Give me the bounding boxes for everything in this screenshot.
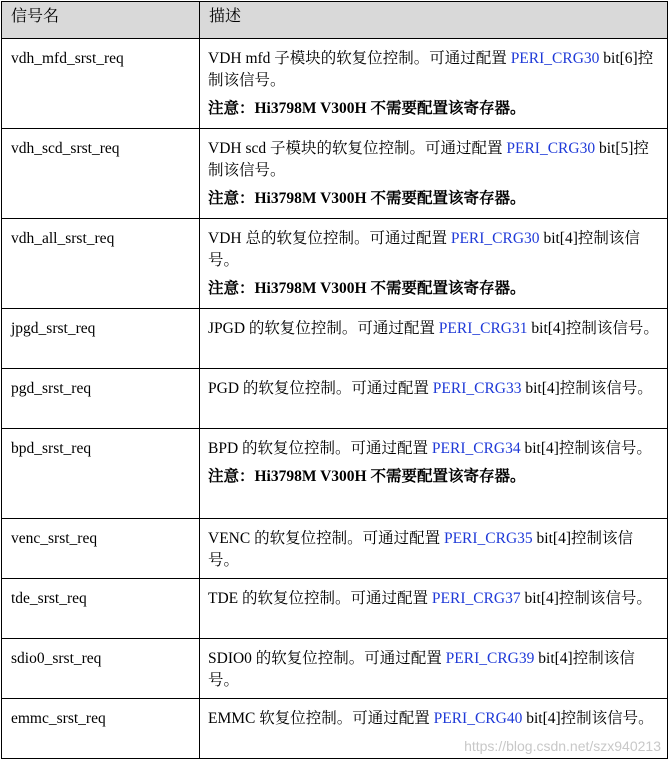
note-text: 注意：Hi3798M V300H 不需要配置该寄存器。 (208, 280, 526, 297)
signal-name-cell: venc_srst_req (2, 519, 200, 579)
description-text (208, 318, 661, 340)
register-link[interactable]: PERI_CRG30 (506, 140, 596, 157)
table-row (2, 309, 668, 369)
watermark: https://blog.csdn.net/szx940213 (464, 738, 661, 754)
description-text (208, 48, 661, 92)
description-suffix: bit[6]控制该信号。 (208, 50, 654, 89)
description-suffix: bit[4]控制该信号。 (521, 380, 653, 397)
signal-name-cell: vdh_all_srst_req (2, 219, 200, 309)
signal-name-cell: tde_srst_req (2, 579, 200, 639)
signal-name-cell: pgd_srst_req (2, 369, 200, 429)
description-prefix: EMMC 软复位控制。可通过配置 (208, 710, 434, 727)
table-row (2, 39, 668, 129)
table-row (2, 639, 668, 699)
description-text (208, 648, 661, 692)
description-prefix: PGD 的软复位控制。可通过配置 (208, 380, 433, 397)
table-body (2, 39, 668, 759)
register-link[interactable]: PERI_CRG33 (432, 380, 522, 397)
description-text (208, 138, 661, 182)
description-prefix: SDIO0 的软复位控制。可通过配置 (208, 650, 446, 667)
description-cell (200, 429, 668, 519)
description-prefix: BPD 的软复位控制。可通过配置 (208, 440, 432, 457)
note-text: 注意：Hi3798M V300H 不需要配置该寄存器。 (208, 100, 526, 117)
register-link[interactable]: PERI_CRG35 (443, 530, 533, 547)
description-suffix: bit[4]控制该信号。 (208, 650, 635, 689)
description-cell (200, 519, 668, 579)
note-text: 注意：Hi3798M V300H 不需要配置该寄存器。 (208, 468, 526, 485)
description-text (208, 228, 661, 272)
description-cell (200, 579, 668, 639)
signal-name-cell: emmc_srst_req (2, 699, 200, 759)
description-suffix: bit[4]控制该信号。 (208, 230, 640, 269)
register-link[interactable]: PERI_CRG34 (431, 440, 521, 457)
table-row (2, 369, 668, 429)
description-cell (200, 39, 668, 129)
description-cell (200, 369, 668, 429)
table-row (2, 519, 668, 579)
description-suffix: bit[4]控制该信号。 (522, 710, 654, 727)
register-link[interactable]: PERI_CRG30 (450, 230, 540, 247)
description-suffix: bit[4]控制该信号。 (527, 320, 659, 337)
description-prefix: VENC 的软复位控制。可通过配置 (208, 530, 444, 547)
description-text (208, 588, 661, 610)
register-link[interactable]: PERI_CRG37 (431, 590, 521, 607)
table-header-row (2, 2, 668, 39)
register-link[interactable]: PERI_CRG39 (445, 650, 535, 667)
description-suffix: bit[4]控制该信号。 (520, 590, 652, 607)
signal-name-cell: vdh_scd_srst_req (2, 129, 200, 219)
description-prefix: VDH mfd 子模块的软复位控制。可通过配置 (208, 50, 511, 67)
description-cell (200, 309, 668, 369)
table-row (2, 129, 668, 219)
table-row (2, 219, 668, 309)
signal-name-cell: bpd_srst_req (2, 429, 200, 519)
header-description: 描述 (200, 2, 668, 39)
description-text (208, 438, 661, 460)
description-cell (200, 219, 668, 309)
header-signal-name: 信号名 (2, 2, 200, 39)
description-cell (200, 129, 668, 219)
description-text (208, 378, 661, 400)
signal-table (1, 1, 668, 759)
description-cell (200, 639, 668, 699)
description-text (208, 528, 661, 572)
description-suffix: bit[4]控制该信号。 (520, 440, 652, 457)
note-text: 注意：Hi3798M V300H 不需要配置该寄存器。 (208, 190, 526, 207)
description-suffix: bit[5]控制该信号。 (208, 140, 649, 179)
signal-name-cell: jpgd_srst_req (2, 309, 200, 369)
table-row (2, 579, 668, 639)
description-suffix: bit[4]控制该信号。 (208, 530, 633, 569)
signal-name-cell: vdh_mfd_srst_req (2, 39, 200, 129)
description-prefix: VDH scd 子模块的软复位控制。可通过配置 (208, 140, 507, 157)
description-prefix: TDE 的软复位控制。可通过配置 (208, 590, 432, 607)
register-link[interactable]: PERI_CRG30 (510, 50, 600, 67)
table-row (2, 429, 668, 519)
description-text (208, 708, 661, 730)
signal-name-cell: sdio0_srst_req (2, 639, 200, 699)
register-link[interactable]: PERI_CRG31 (438, 320, 528, 337)
description-prefix: JPGD 的软复位控制。可通过配置 (208, 320, 439, 337)
description-prefix: VDH 总的软复位控制。可通过配置 (208, 230, 451, 247)
register-link[interactable]: PERI_CRG40 (433, 710, 523, 727)
